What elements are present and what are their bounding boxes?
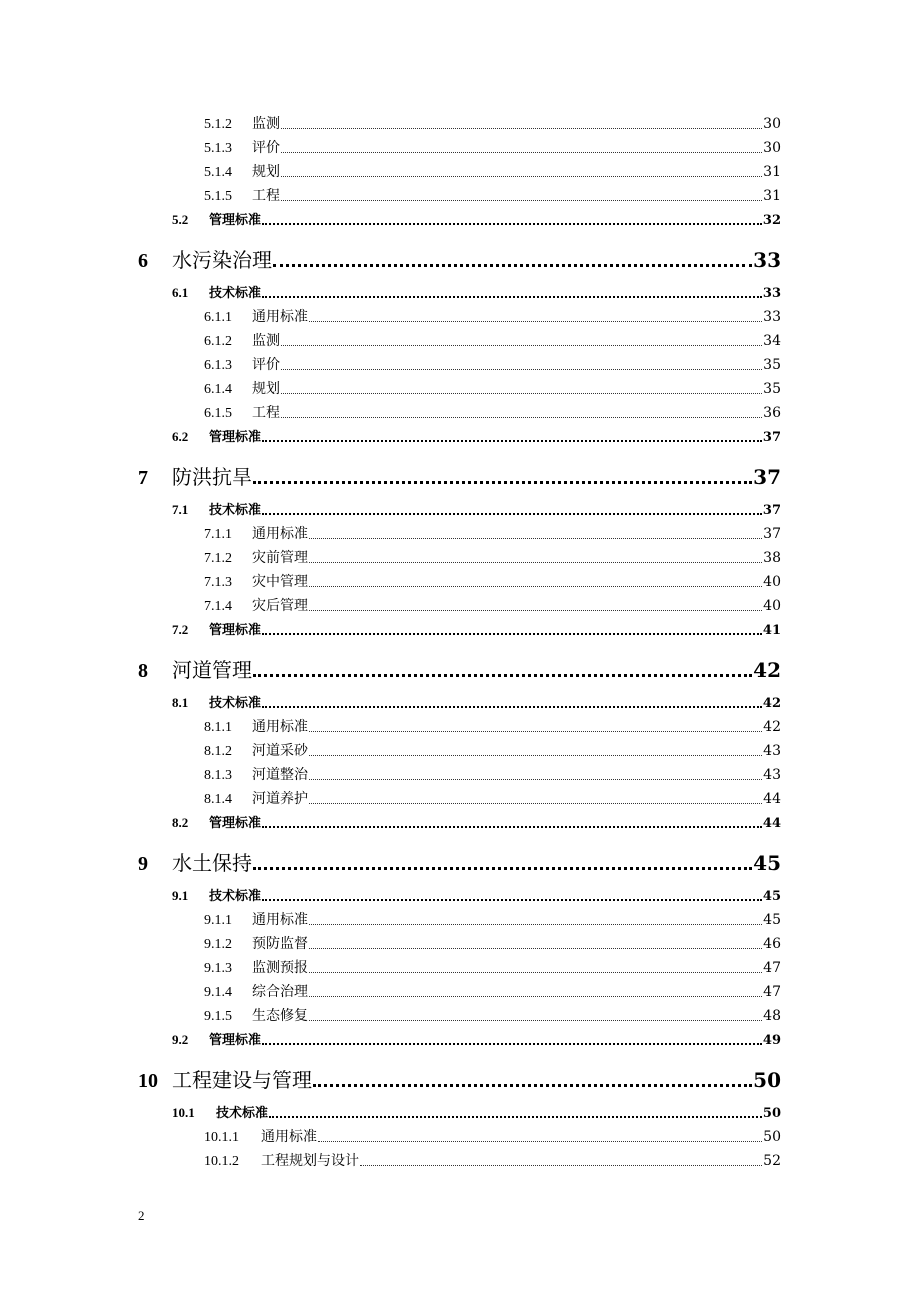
toc-entry-page: 52 [763,1153,781,1169]
toc-entry-title: 河道采砂 [252,743,308,759]
toc-entry-title: 技术标准 [209,503,262,518]
toc-entry-number: 10 [138,1070,158,1092]
toc-dot-leader [281,345,762,346]
toc-entry-number: 9.1.2 [204,937,232,952]
toc-entry-title: 灾前管理 [252,550,308,566]
toc-entry-level3[interactable] [204,523,781,543]
toc-entry-number: 10.1.1 [204,1130,239,1145]
toc-entry-level3[interactable] [204,595,781,615]
toc-entry-title: 通用标准 [252,719,308,735]
toc-entry-number: 6.1.2 [204,334,232,349]
toc-entry-level3[interactable] [204,740,781,760]
toc-dot-leader [262,899,762,901]
toc-entry-number: 5.1.4 [204,165,232,180]
toc-dot-leader [309,948,762,949]
toc-dot-leader [309,972,762,973]
toc-entry-number: 6.1.1 [204,310,232,325]
toc-dot-leader [253,674,752,677]
toc-entry-number: 9 [138,853,148,875]
toc-entry-title: 水污染治理 [172,248,272,272]
toc-entry-number: 10.1.2 [204,1154,239,1169]
toc-entry-level3[interactable] [204,378,781,398]
toc-entry-page: 46 [763,936,781,952]
toc-entry-level3[interactable] [204,185,781,205]
toc-entry-page: 31 [763,188,781,204]
toc-entry-level2[interactable] [172,282,781,302]
toc-entry-number: 5.1.2 [204,117,232,132]
toc-entry-page: 30 [763,116,781,132]
toc-dot-leader [309,731,762,732]
toc-entry-level3[interactable] [204,1005,781,1025]
toc-dot-leader [313,1084,752,1087]
toc-dot-leader [262,440,762,442]
toc-dot-leader [262,706,762,708]
toc-entry-level3[interactable] [204,1126,781,1146]
toc-entry-page: 40 [763,574,781,590]
toc-entry-title: 规划 [252,381,280,397]
toc-entry-number: 6.1.5 [204,406,232,421]
toc-entry-page: 45 [762,889,781,904]
toc-dot-leader [309,924,762,925]
toc-dot-leader [269,1116,762,1118]
toc-entry-number: 9.1.3 [204,961,232,976]
toc-entry-title: 管理标准 [209,213,262,228]
toc-dot-leader [281,369,762,370]
toc-entry-level3[interactable] [204,764,781,784]
toc-entry-title: 评价 [252,140,280,156]
toc-entry-level3[interactable] [204,981,781,1001]
toc-entry-title: 管理标准 [209,816,262,831]
toc-entry-title: 工程建设与管理 [172,1068,312,1092]
toc-entry-number: 9.2 [172,1032,189,1047]
toc-entry-number: 8.1.4 [204,792,232,807]
toc-dot-leader [309,586,762,587]
toc-entry-number: 10.1 [172,1105,195,1120]
toc-entry-number: 7.2 [172,622,189,637]
toc-entry-number: 9.1.4 [204,985,232,1000]
toc-entry-title: 综合治理 [252,984,308,1000]
toc-entry-level2[interactable] [172,1029,781,1049]
toc-entry-number: 7.1.4 [204,599,232,614]
toc-entry-page: 30 [763,140,781,156]
toc-entry-title: 管理标准 [209,1033,262,1048]
toc-entry-page: 35 [763,381,781,397]
toc-entry-title: 管理标准 [209,623,262,638]
toc-entry-page: 40 [763,598,781,614]
toc-entry-level3[interactable] [204,330,781,350]
toc-entry-number: 8.1.2 [204,744,232,759]
toc-entry-level1[interactable] [138,461,781,489]
toc-entry-page: 35 [763,357,781,373]
toc-entry-level3[interactable] [204,547,781,567]
toc-entry-title: 工程 [252,405,280,421]
toc-entry-title: 技术标准 [209,696,262,711]
toc-entry-page: 33 [753,248,781,272]
toc-dot-leader [262,513,762,515]
toc-entry-page: 33 [762,286,781,301]
toc-dot-leader [262,223,762,225]
toc-entry-number: 7 [138,467,148,489]
toc-entry-level3[interactable] [204,788,781,808]
toc-entry-title: 通用标准 [261,1129,317,1145]
toc-dot-leader [309,1020,762,1021]
toc-entry-title: 通用标准 [252,309,308,325]
toc-entry-number: 6 [138,250,148,272]
toc-dot-leader [253,867,752,870]
toc-dot-leader [281,152,762,153]
toc-entry-page: 49 [762,1033,781,1048]
toc-entry-level3[interactable] [204,113,781,133]
toc-entry-title: 河道养护 [252,791,308,807]
toc-entry-level1[interactable] [138,847,781,875]
toc-entry-title: 评价 [252,357,280,373]
toc-dot-leader [273,264,752,267]
toc-entry-page: 37 [763,526,781,542]
toc-dot-leader [309,803,762,804]
toc-entry-number: 7.1.3 [204,575,232,590]
toc-dot-leader [309,562,762,563]
toc-entry-page: 44 [763,791,781,807]
toc-entry-title: 技术标准 [209,286,262,301]
toc-dot-leader [281,417,762,418]
toc-dot-leader [309,538,762,539]
toc-entry-number: 8.1 [172,695,189,710]
toc-entry-title: 灾后管理 [252,598,308,614]
toc-entry-number: 5.2 [172,212,189,227]
toc-entry-number: 7.1.1 [204,527,232,542]
toc-dot-leader [318,1141,762,1142]
toc-entry-level1[interactable] [138,244,781,272]
toc-entry-level2[interactable] [172,812,781,832]
toc-entry-page: 38 [763,550,781,566]
toc-entry-number: 5.1.3 [204,141,232,156]
toc-dot-leader [262,826,762,828]
toc-entry-number: 8.2 [172,815,189,830]
toc-dot-leader [262,296,762,298]
toc-entry-title: 管理标准 [209,430,262,445]
toc-entry-level3[interactable] [204,161,781,181]
toc-entry-number: 6.1.3 [204,358,232,373]
toc-entry-level1[interactable] [138,654,781,682]
toc-entry-page: 33 [763,309,781,325]
toc-entry-page: 43 [763,767,781,783]
toc-entry-title: 技术标准 [209,889,262,904]
toc-entry-page: 50 [753,1068,781,1092]
toc-entry-page: 37 [762,430,781,445]
toc-entry-level2[interactable] [172,499,781,519]
toc-entry-page: 45 [753,851,781,875]
toc-entry-number: 5.1.5 [204,189,232,204]
toc-entry-title: 监测 [252,116,280,132]
toc-entry-title: 技术标准 [216,1106,269,1121]
toc-entry-page: 32 [762,213,781,228]
toc-entry-number: 7.1.2 [204,551,232,566]
toc-entry-level3[interactable] [204,137,781,157]
toc-entry-page: 45 [763,912,781,928]
toc-entry-title: 河道整治 [252,767,308,783]
toc-entry-level3[interactable] [204,354,781,374]
toc-dot-leader [309,321,762,322]
toc-dot-leader [281,200,762,201]
toc-entry-number: 6.1.4 [204,382,232,397]
page-number: 2 [138,1208,145,1223]
toc-entry-title: 监测预报 [252,960,308,976]
toc-entry-page: 48 [763,1008,781,1024]
toc-entry-page: 41 [762,623,781,638]
toc-entry-page: 50 [763,1129,781,1145]
toc-entry-page: 42 [753,658,781,682]
toc-entry-level3[interactable] [204,716,781,736]
toc-entry-page: 50 [762,1106,781,1121]
toc-entry-page: 47 [763,984,781,1000]
toc-dot-leader [309,779,762,780]
toc-dot-leader [262,633,762,635]
toc-dot-leader [281,128,762,129]
toc-entry-title: 工程 [252,188,280,204]
toc-dot-leader [309,610,762,611]
toc-dot-leader [253,481,752,484]
toc-entry-number: 7.1 [172,502,189,517]
toc-entry-page: 36 [763,405,781,421]
toc-entry-page: 37 [762,503,781,518]
toc-entry-page: 37 [753,465,781,489]
toc-entry-number: 8 [138,660,148,682]
toc-entry-title: 河道管理 [172,658,252,682]
toc-dot-leader [281,176,762,177]
toc-entry-title: 灾中管理 [252,574,308,590]
toc-entry-level2[interactable] [172,692,781,712]
toc-entry-level1[interactable] [138,1064,781,1092]
toc-entry-title: 工程规划与设计 [261,1153,359,1169]
toc-entry-number: 9.1 [172,888,189,903]
toc-dot-leader [360,1165,762,1166]
toc-entry-number: 9.1.1 [204,913,232,928]
toc-dot-leader [309,755,762,756]
toc-entry-page: 31 [763,164,781,180]
toc-entry-level2[interactable] [172,209,781,229]
toc-entry-title: 通用标准 [252,912,308,928]
toc-entry-level2[interactable] [172,885,781,905]
toc-entry-title: 预防监督 [252,936,308,952]
toc-dot-leader [309,996,762,997]
toc-entry-page: 43 [763,743,781,759]
toc-entry-number: 6.2 [172,429,189,444]
toc-entry-level2[interactable] [172,426,781,446]
toc-entry-title: 通用标准 [252,526,308,542]
toc-entry-title: 防洪抗旱 [172,465,252,489]
toc-entry-page: 34 [763,333,781,349]
toc-entry-number: 8.1.1 [204,720,232,735]
toc-entry-level3[interactable] [204,933,781,953]
toc-entry-level3[interactable] [204,909,781,929]
toc-dot-leader [262,1043,762,1045]
toc-entry-title: 监测 [252,333,280,349]
toc-dot-leader [281,393,762,394]
toc-entry-title: 规划 [252,164,280,180]
toc-entry-number: 9.1.5 [204,1009,232,1024]
toc-entry-level3[interactable] [204,1150,781,1170]
toc-entry-number: 8.1.3 [204,768,232,783]
toc-entry-page: 44 [762,816,781,831]
toc-entry-page: 47 [763,960,781,976]
toc-entry-level3[interactable] [204,306,781,326]
toc-entry-level3[interactable] [204,957,781,977]
toc-entry-title: 水土保持 [172,851,252,875]
toc-entry-number: 6.1 [172,285,189,300]
toc-entry-level3[interactable] [204,571,781,591]
toc-entry-page: 42 [763,719,781,735]
toc-entry-level2[interactable] [172,619,781,639]
toc-entry-level3[interactable] [204,402,781,422]
toc-entry-level2[interactable] [172,1102,781,1122]
toc-entry-page: 42 [762,696,781,711]
toc-entry-title: 生态修复 [252,1008,308,1024]
